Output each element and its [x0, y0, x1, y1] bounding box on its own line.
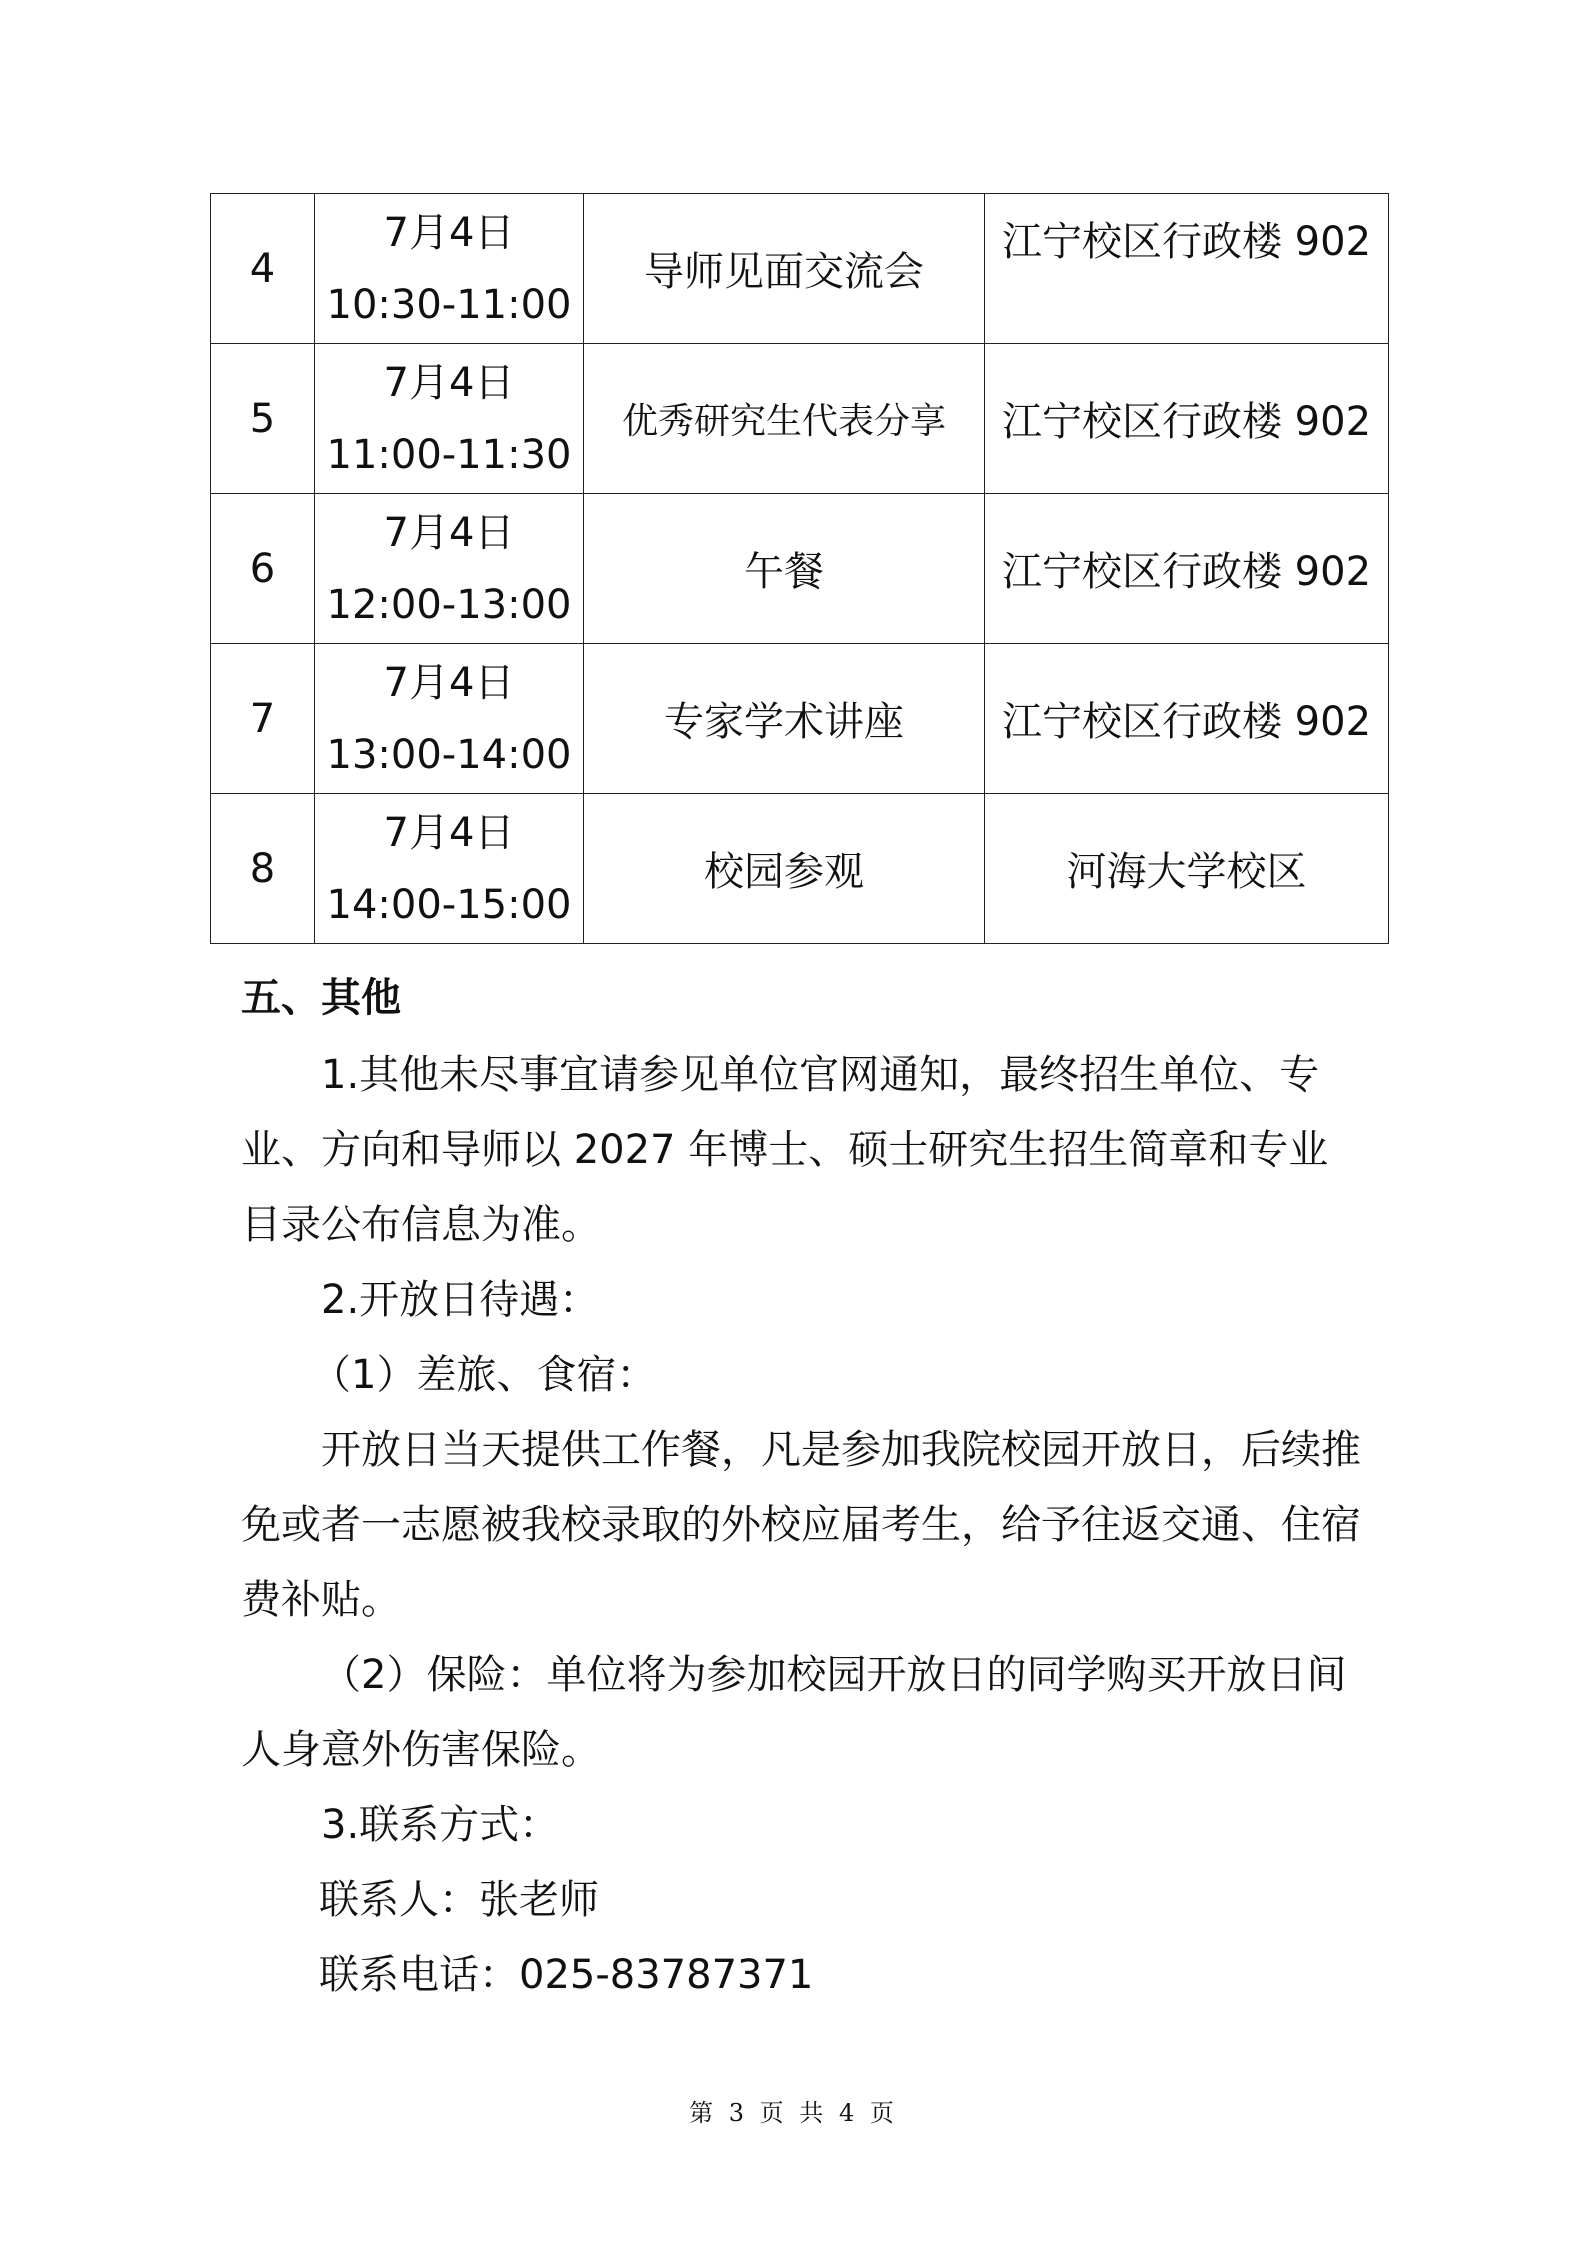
table-row: [211, 644, 1389, 794]
row-number: 4: [211, 194, 315, 344]
paragraph-insurance: （2）保险：单位将为参加校园开放日的同学购买开放日间人身意外伤害保险。: [241, 1652, 1347, 1773]
event-cell: 优秀研究生代表分享: [584, 344, 985, 494]
date-text: 7月4日: [383, 659, 515, 706]
row-number: 7: [211, 644, 315, 794]
location-cell: 江宁校区行政楼 902: [985, 194, 1389, 344]
paragraph-travel-title: （1）差旅、食宿：: [311, 1352, 657, 1398]
time-text: 10:30-11:00: [326, 281, 572, 328]
section-heading: 五、其他: [241, 975, 401, 1021]
contact-phone: 联系电话：025-83787371: [319, 1952, 814, 1998]
date-text: 7月4日: [383, 209, 515, 256]
paragraph-contact-title: 3.联系方式：: [321, 1802, 560, 1848]
table-row: [211, 194, 1389, 344]
time-text: 12:00-13:00: [326, 581, 572, 628]
event-cell: 校园参观: [584, 794, 985, 944]
row-number: 6: [211, 494, 315, 644]
location-cell: 江宁校区行政楼 902: [985, 644, 1389, 794]
date-text: 7月4日: [383, 509, 515, 556]
table-row: [211, 794, 1389, 944]
row-number: 8: [211, 794, 315, 944]
schedule-table: [210, 193, 1389, 944]
datetime-cell: [315, 644, 584, 794]
location-cell: 江宁校区行政楼 902: [985, 344, 1389, 494]
paragraph-travel-body: 开放日当天提供工作餐，凡是参加我院校园开放日，后续推免或者一志愿被我校录取的外校应届考生，给予往返交通、住宿费补贴。: [241, 1427, 1361, 1623]
paragraph-other-matters: 1.其他未尽事宜请参见单位官网通知，最终招生单位、专业、方向和导师以 2027 年博士、硕士研究生招生简章和专业目录公布信息为准。: [241, 1052, 1329, 1248]
datetime-cell: [315, 194, 584, 344]
page-indicator: 第 3 页 共 4 页: [689, 2099, 898, 2127]
table-row: [211, 344, 1389, 494]
time-text: 13:00-14:00: [326, 731, 572, 778]
contact-person: 联系人：张老师: [319, 1877, 599, 1923]
paragraph-benefits-title: 2.开放日待遇：: [321, 1277, 600, 1323]
location-cell: 河海大学校区: [985, 794, 1389, 944]
datetime-cell: [315, 794, 584, 944]
event-cell: 导师见面交流会: [584, 194, 985, 344]
time-text: 11:00-11:30: [326, 431, 572, 478]
time-text: 14:00-15:00: [326, 881, 572, 928]
date-text: 7月4日: [383, 809, 515, 856]
date-text: 7月4日: [383, 359, 515, 406]
location-cell: 江宁校区行政楼 902: [985, 494, 1389, 644]
event-cell: 午餐: [584, 494, 985, 644]
table-row: [211, 494, 1389, 644]
event-cell: 专家学术讲座: [584, 644, 985, 794]
datetime-cell: [315, 344, 584, 494]
row-number: 5: [211, 344, 315, 494]
datetime-cell: [315, 494, 584, 644]
